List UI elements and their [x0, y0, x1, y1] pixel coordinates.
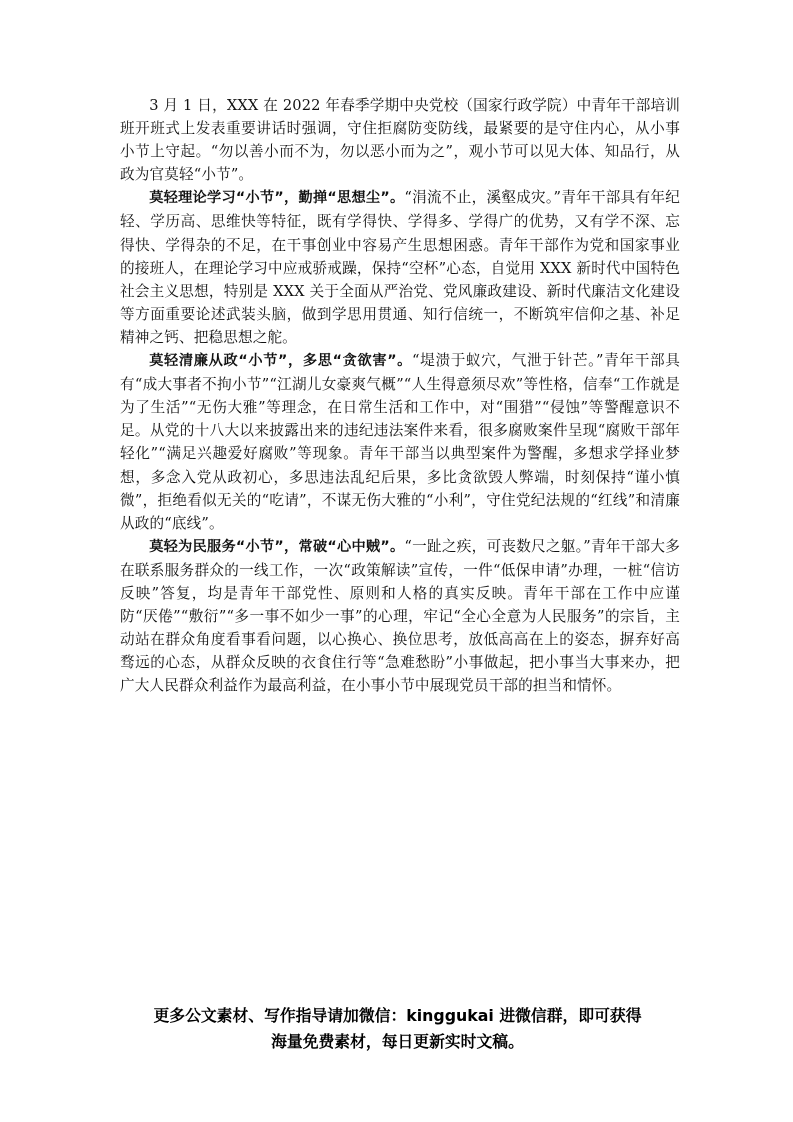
section-theory-paragraph [120, 186, 680, 349]
section-integrity-text: “堤溃于蚁穴，气泄于针芒。”青年干部具有“成大事者不拘小节”“江湖儿女豪爽气概”“人生得意须尽欢”等性格，信奉“工作就是为了生活”“无伤大雅”等理念，在日常生活和工作中，对“围猎”“侵蚀”等警醒意识不足。从党的十八大以来披露出来的违纪违法案件来看，很多腐败案件呈现“腐败干部年轻化”“满足兴趣爱好腐败”等现象。青年干部当以典型案件为警醒，多想求学择业梦想，多念入党从政初心，多思违法乱纪后果，多比贪欲毁人弊端，时刻保持“谨小慎微”，拒绝看似无关的“吃请”，不谋无伤大雅的“小利”，守住党纪法规的“红线”和清廉从政的“底线”。 [120, 352, 680, 532]
intro-paragraph [120, 94, 680, 186]
promo-footer [110, 1003, 685, 1055]
promo-line-2: 海量免费素材，每日更新实时文稿。 [271, 1032, 524, 1051]
section-integrity-paragraph [120, 349, 680, 535]
section-integrity-heading: 莫轻清廉从政“小节”，多思“贪欲害”。 [149, 353, 413, 370]
section-theory-heading: 莫轻理论学习“小节”，勤掸“思想尘”。 [149, 190, 405, 207]
section-service-heading: 莫轻为民服务“小节”，常破“心中贼”。 [149, 538, 405, 555]
article-body [120, 94, 680, 697]
promo-line-1: 更多公文素材、写作指导请加微信：kinggukai 进微信群，即可获得 [153, 1006, 642, 1025]
section-service-paragraph [120, 535, 680, 698]
section-theory-text: “涓流不止，溪壑成灾。”青年干部具有年纪轻、学历高、思维快等特征，既有学得快、学得多、学得广的优势，又有学不深、忘得快、学得杂的不足，在干事创业中容易产生思想困惑。青年干部作为党和国家事业的接班人，在理论学习中应戒骄戒躁，保持“空杯”心态，自觉用 XXX 新时代中国特色社会主义思想，特别是 XXX 关于全面从严治党、党风廉政建设、新时代廉洁文化建设等方面重要论述武装头脑，做到学思用贯通、知行信统一，不断筑牢信仰之基、补足精神之钙、把稳思想之舵。 [120, 189, 680, 346]
intro-text: 3 月 1 日，XXX 在 2022 年春季学期中央党校（国家行政学院）中青年干部培训班开班式上发表重要讲话时强调，守住拒腐防变防线，最紧要的是守住内心，从小事小节上守起。“勿以善小而不为，勿以恶小而为之”，观小节可以见大体、知品行，从政为官莫轻“小节”。 [120, 97, 680, 184]
section-service-text: “一趾之疾，可丧数尺之躯。”青年干部大多在联系服务群众的一线工作，一次“政策解读”宣传，一件“低保申请”办理，一桩“信访反映”答复，均是青年干部党性、原则和人格的真实反映。青年干部在工作中应谨防“厌倦”“敷衍”“多一事不如少一事”的心理，牢记“全心全意为人民服务”的宗旨，主动站在群众角度看事看问题，以心换心、换位思考，放低高高在上的姿态，摒弃好高骛远的心态，从群众反映的衣食住行等“急难愁盼”小事做起，把小事当大事来办，把广大人民群众利益作为最高利益，在小事小节中展现党员干部的担当和情怀。 [120, 537, 680, 695]
